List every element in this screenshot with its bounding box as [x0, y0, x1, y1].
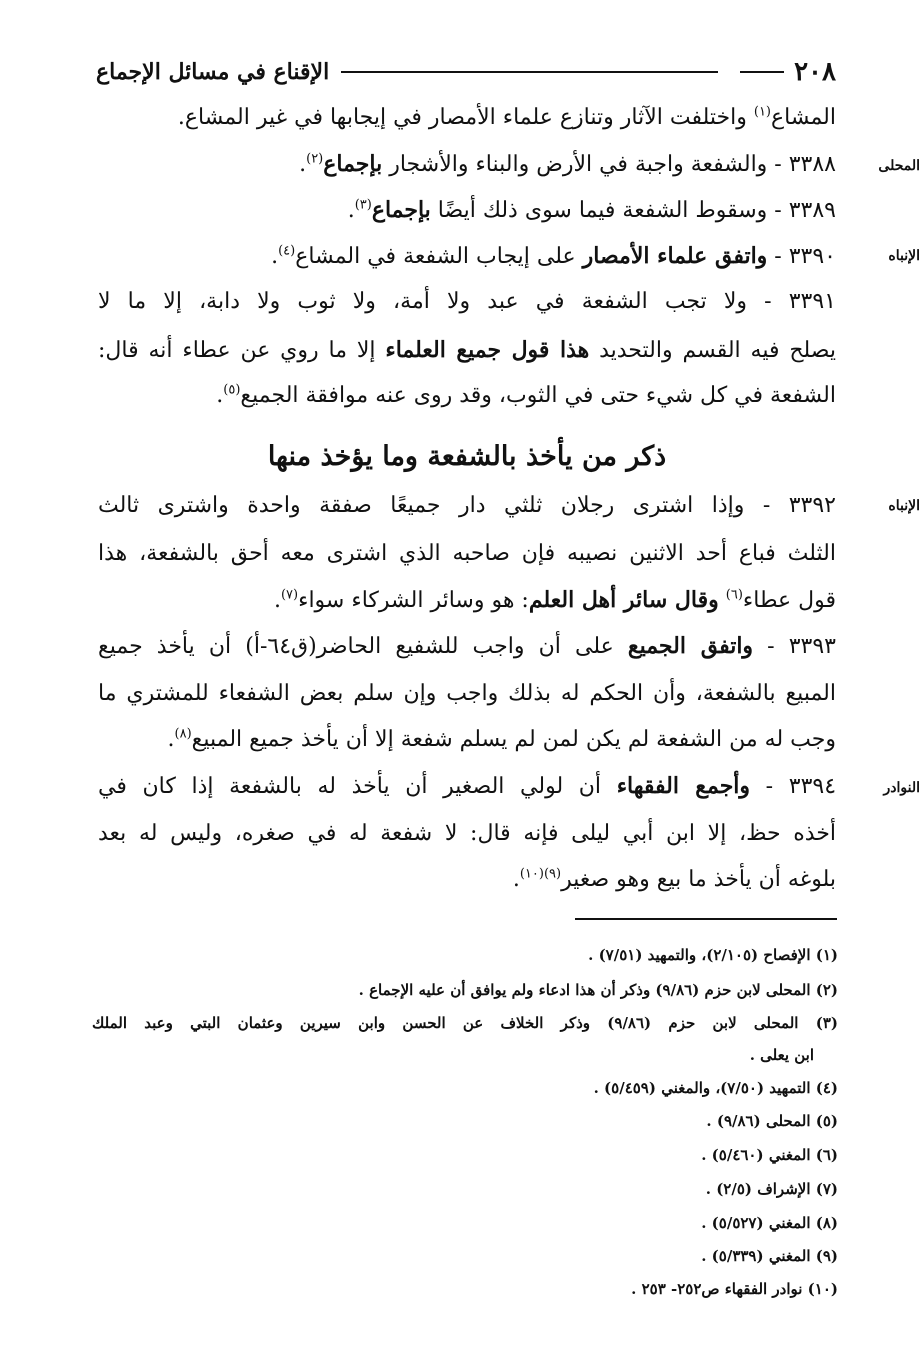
footnote-ref-7: (٧)	[280, 587, 299, 603]
issue-3390: ٣٣٩٠ - واتفق علماء الأمصار على إيجاب الشفعة في المشاع$^{(٤)}$.	[271, 243, 836, 269]
issue-3394-line-2: أخذه حظ، إلا ابن أبي ليلى فإنه قال: لا شفعة له في صغره، وليس له بعد	[98, 821, 836, 846]
margin-label-inbah-2: الإنباه	[888, 498, 920, 514]
footnote-ref-5: (٥)	[223, 382, 241, 398]
margin-label-muhalla: المحلى	[878, 158, 920, 174]
issue-3392-line-3: قول عطاء$^{(٦)}$ وقال سائر أهل العلم: هو وسائر الشركاء سواء$^{(٧)}$.	[273, 587, 836, 613]
issue-3391-line-3: الشفعة في كل شيء حتى في الثوب، وقد روى عنه موافقة الجميع$^{(٥)}$.	[216, 382, 836, 408]
margin-label-inbah: الإنباه	[888, 248, 920, 264]
book-title: الإقناع في مسائل الإجماع	[96, 59, 330, 85]
footnote-ref-9-10: (٩)(١٠)	[519, 866, 562, 882]
issue-3391-line-1: ٣٣٩١ - ولا تجب الشفعة في عبد ولا أمة، ولا ثوب ولا دابة، إلا ما لا	[98, 289, 836, 314]
footnote-ref-3: (٣)	[354, 197, 372, 213]
footnote-9: (٩) المغني (٥/٣٣٩) .	[701, 1247, 838, 1265]
page-header	[96, 52, 836, 92]
footnote-2: (٢) المحلى لابن حزم (٩/٨٦) وذكر أن هذا ادعاء ولم يوافق أن عليه الإجماع .	[358, 981, 838, 999]
header-rule-short	[740, 71, 784, 73]
issue-3394-line-1: ٣٣٩٤ - وأجمع الفقهاء أن لولي الصغير أن يأخذ له بالشفعة إذا كان في	[98, 773, 836, 799]
issue-3391-line-2: يصلح فيه القسم والتحديد هذا قول جميع العلماء إلا ما روي عن عطاء أنه قال:	[98, 337, 836, 363]
footnote-5: (٥) المحلى (٩/٨٦) .	[706, 1112, 838, 1130]
footnote-1: (١) الإفصاح (٢/١٠٥)، والتمهيد (٧/٥١) .	[588, 946, 838, 964]
footnote-ref-4: (٤)	[278, 243, 296, 259]
text-line-1: المشاع$^{(١)}$ واختلفت الآثار وتنازع علماء الأمصار في إيجابها في غير المشاع.	[177, 104, 836, 130]
issue-3392-line-1: ٣٣٩٢ - وإذا اشترى رجلان ثلثي دار جميعًا صفقة واحدة واشترى ثالث	[98, 493, 836, 518]
issue-3393-line-3: وجب له من الشفعة لم يكن لمن لم يسلم شفعة إلا أن يأخذ جميع المبيع$^{(٨)}$.	[167, 726, 836, 752]
issue-3392-line-2: الثلث فباع أحد الاثنين نصيبه فإن صاحبه الذي اشترى معه أحق بالشفعة، هذا	[98, 541, 836, 566]
issue-3389: ٣٣٨٩ - وسقوط الشفعة فيما سوى ذلك أيضًا بإجماع$^{(٣)}$.	[347, 197, 836, 223]
issue-3394-line-3: بلوغه أن يأخذ ما بيع وهو صغير$^{(٩)(١٠)}$.	[512, 866, 836, 892]
footnote-ref-6: (٦)	[725, 587, 743, 603]
footnote-separator	[575, 918, 837, 920]
footnote-ref-1: (١)	[753, 104, 771, 120]
footnote-7: (٧) الإشراف (٢/٥) .	[705, 1180, 838, 1198]
footnote-3: (٣) المحلى لابن حزم (٩/٨٦) وذكر الخلاف عن الحسن وابن سيرين وعثمان البتي وعبد الملك	[92, 1014, 838, 1032]
footnote-ref-2: (٢)	[306, 151, 324, 167]
section-heading: ذكر من يأخذ بالشفعة وما يؤخذ منها	[267, 441, 667, 472]
footnote-10: (١٠) نوادر الفقهاء ص٢٥٢- ٢٥٣ .	[631, 1280, 838, 1298]
footnote-4: (٤) التمهيد (٧/٥٠)، والمغني (٥/٤٥٩) .	[593, 1079, 838, 1097]
footnote-8: (٨) المغني (٥/٥٢٧) .	[701, 1214, 838, 1232]
issue-3388: ٣٣٨٨ - والشفعة واجبة في الأرض والبناء والأشجار بإجماع$^{(٢)}$.	[299, 151, 836, 177]
page-number: ٢٠٨	[794, 57, 836, 87]
issue-3393-line-1: ٣٣٩٣ - واتفق الجميع على أن واجب للشفيع الحاضر(ق٦٤-أ) أن يأخذ جميع	[98, 633, 836, 659]
footnote-3-continued: ابن يعلى .	[749, 1046, 814, 1064]
header-rule-long	[341, 71, 718, 73]
footnote-6: (٦) المغني (٥/٤٦٠) .	[701, 1146, 838, 1164]
footnote-ref-8: (٨)	[174, 726, 192, 742]
issue-3393-line-2: المبيع بالشفعة، وأن الحكم له بذلك واجب وإن سلم بعض الشفعاء للمشتري ما	[98, 681, 836, 706]
margin-label-nawadir: النوادر	[883, 780, 920, 796]
